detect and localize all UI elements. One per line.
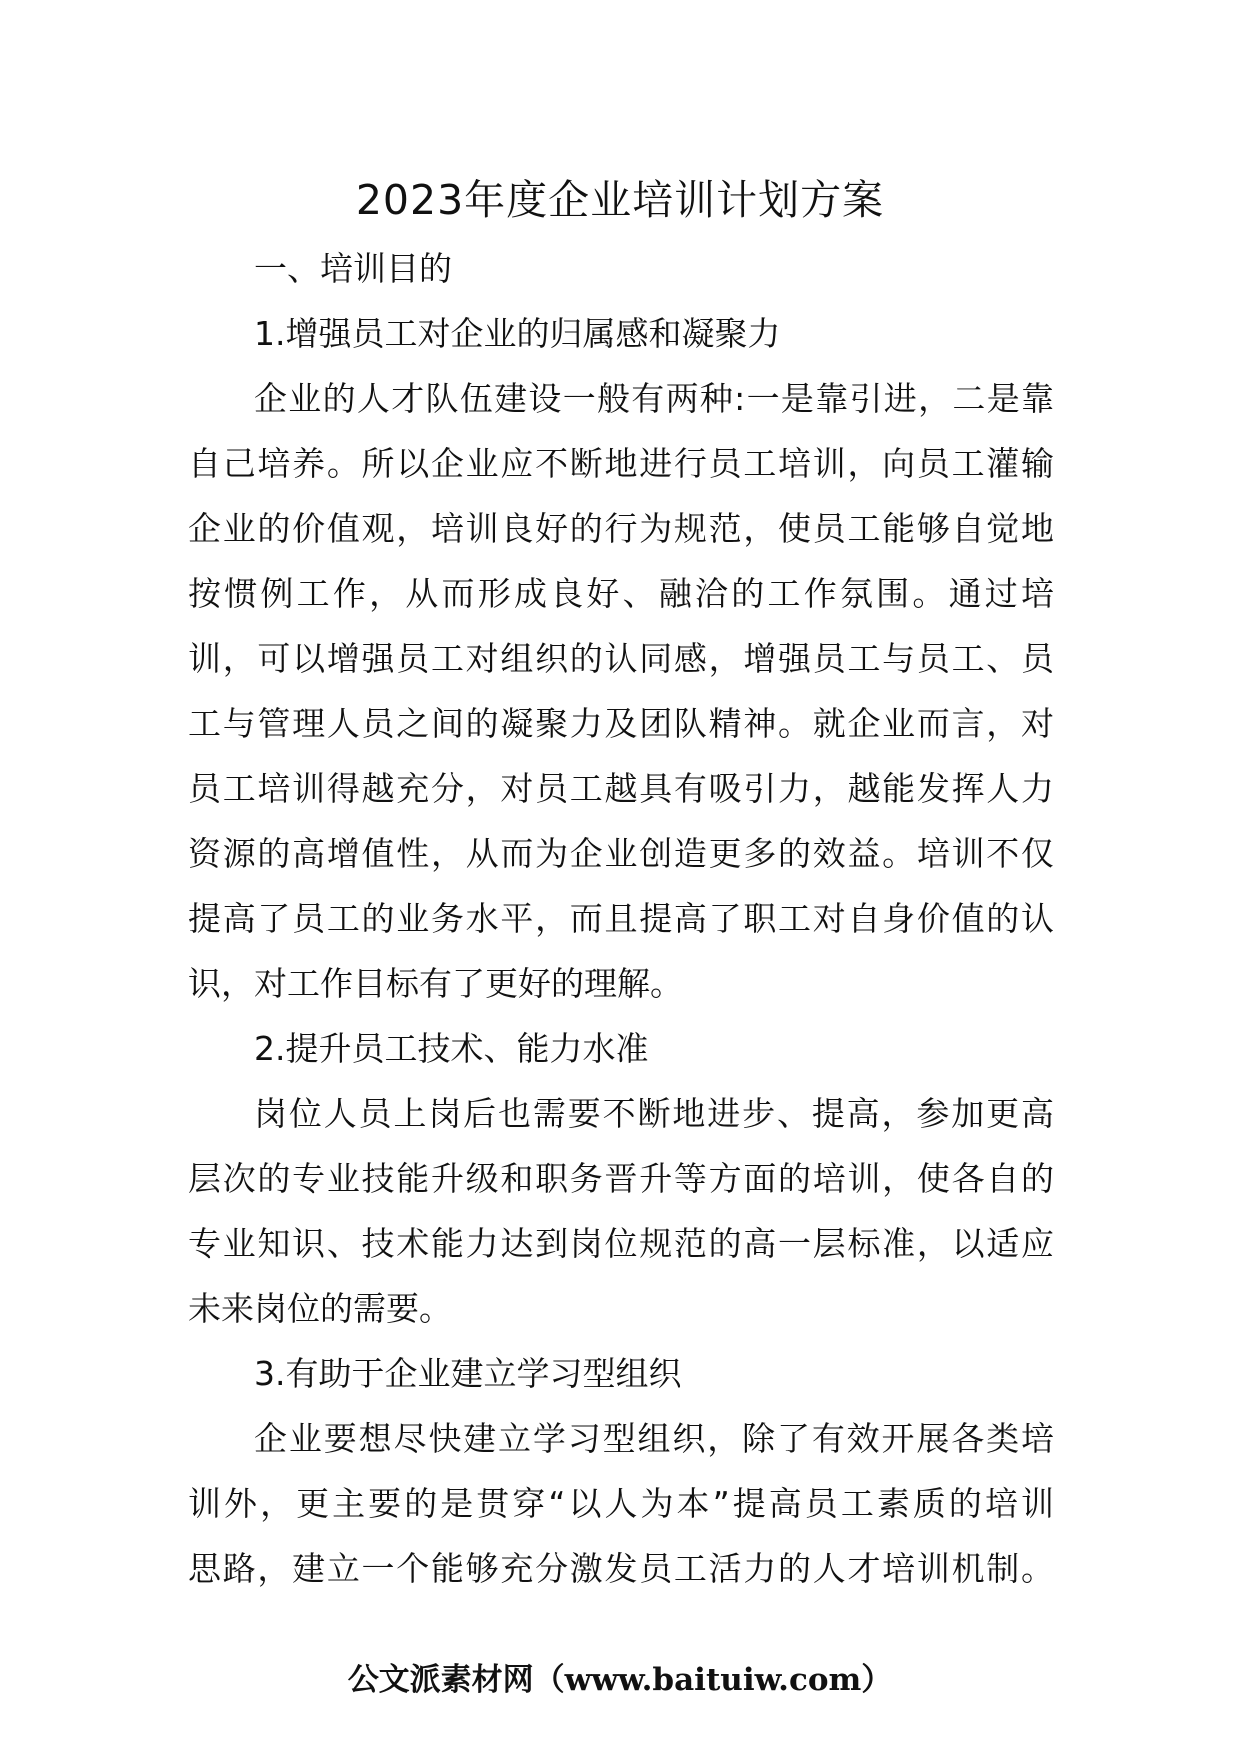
section-heading: 一、培训目的 [254, 249, 452, 288]
paragraph-line: 企业的人才队伍建设一般有两种:一是靠引进，二是靠 [254, 379, 1054, 418]
paragraph-line: 识，对工作目标有了更好的理解。 [188, 964, 683, 1003]
paragraph-line: 专业知识、技术能力达到岗位规范的高一层标准，以适应 [188, 1224, 1054, 1263]
paragraph-line: 未来岗位的需要。 [188, 1289, 452, 1328]
subheading: 1.增强员工对企业的归属感和凝聚力 [254, 314, 781, 353]
document-body [188, 236, 1054, 1601]
paragraph-line: 层次的专业技能升级和职务晋升等方面的培训，使各自的 [188, 1159, 1054, 1198]
paragraph-line: 企业的价值观，培训良好的行为规范，使员工能够自觉地 [188, 509, 1054, 548]
subheading: 3.有助于企业建立学习型组织 [254, 1354, 682, 1393]
footer-source: 公文派素材网（www.baituiw.com） [347, 1662, 893, 1698]
paragraph-line: 提高了员工的业务水平，而且提高了职工对自身价值的认 [188, 899, 1054, 938]
paragraph-line: 自己培养。所以企业应不断地进行员工培训，向员工灌输 [188, 444, 1054, 483]
subheading: 2.提升员工技术、能力水准 [254, 1029, 649, 1068]
paragraph-line: 工与管理人员之间的凝聚力及团队精神。就企业而言，对 [188, 704, 1054, 743]
paragraph-line: 训外，更主要的是贯穿“以人为本”提高员工素质的培训 [188, 1484, 1054, 1523]
paragraph-line: 企业要想尽快建立学习型组织，除了有效开展各类培 [254, 1419, 1054, 1458]
paragraph-line: 岗位人员上岗后也需要不断地进步、提高，参加更高 [254, 1094, 1054, 1133]
document-title: 2023年度企业培训计划方案 [355, 176, 885, 224]
paragraph-line: 员工培训得越充分，对员工越具有吸引力，越能发挥人力 [188, 769, 1054, 808]
paragraph-line: 思路，建立一个能够充分激发员工活力的人才培训机制。 [188, 1549, 1054, 1588]
paragraph-line: 资源的高增值性，从而为企业创造更多的效益。培训不仅 [188, 834, 1054, 873]
paragraph-line: 按惯例工作，从而形成良好、融洽的工作氛围。通过培 [188, 574, 1054, 613]
paragraph-line: 训，可以增强员工对组织的认同感，增强员工与员工、员 [188, 639, 1054, 678]
